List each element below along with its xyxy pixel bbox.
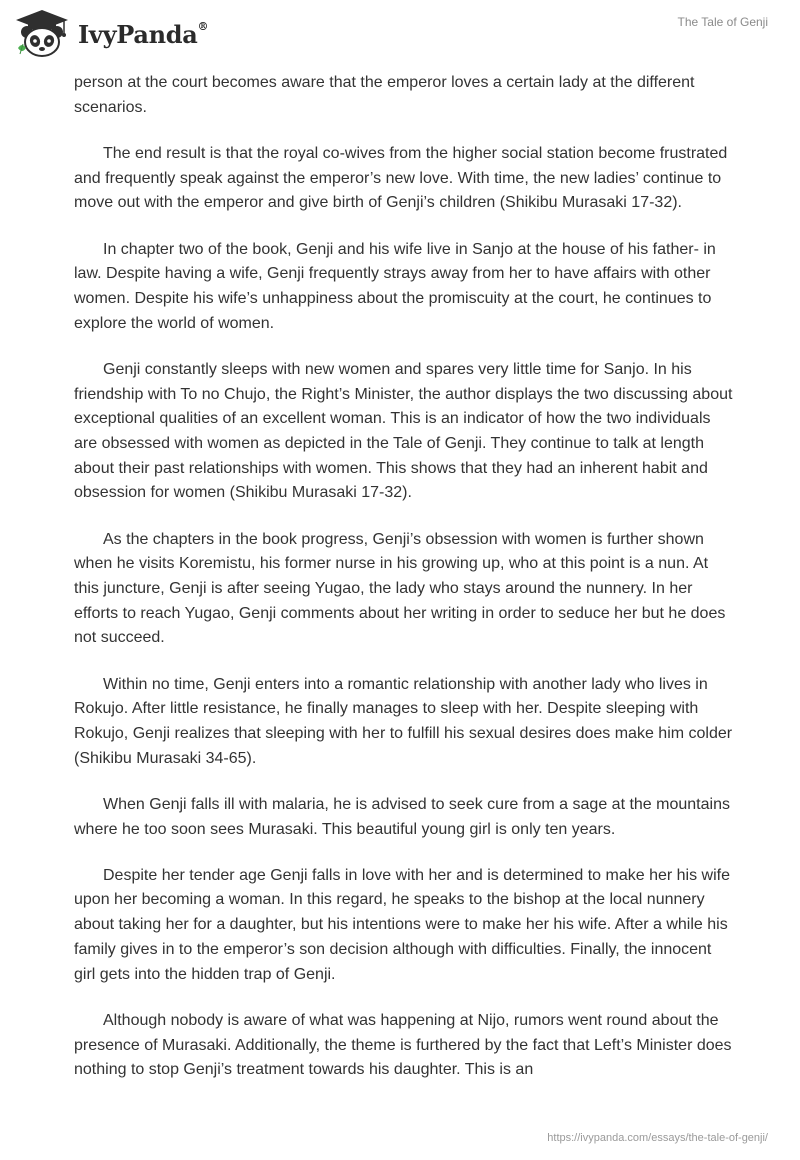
paragraph: Within no time, Genji enters into a romantic relationship with another lady who lives in Rokujo. After little resistance, he finally manages to sleep with her. Despite sleeping with Rokujo, Genji realizes that sleeping with her to fulfill his sexual desires does make him colder (Shikibu Murasaki 34-65). <box>74 675 733 767</box>
paragraph: As the chapters in the book progress, Genji’s obsession with women is further shown when he visits Koremistu, his former nurse in his growing up, who at this point is a nun. At this juncture, Genji is after seeing Yugao, the lady who stays around the nunnery. In her efforts to reach Yugao, Genji comments about her writing in order to seduce her but he does not succeed. <box>74 530 726 647</box>
ivypanda-logo[interactable] <box>14 8 208 60</box>
page-header <box>0 0 800 70</box>
paragraph: In chapter two of the book, Genji and his wife live in Sanjo at the house of his father- in law. Despite having a wife, Genji frequently strays away from her to have affairs with other women. Despite his wife’s unhappiness about the promiscuity at the court, he continues to explore the world of women. <box>74 240 716 332</box>
paragraph: Although nobody is aware of what was happening at Nijo, rumors went round about the presence of Murasaki. Additionally, the theme is furthered by the fact that Left’s Minister does nothing to stop Genji’s treatment towards his daughter. This is an <box>74 1011 732 1079</box>
brand-name: IvyPanda® <box>78 19 209 49</box>
source-url[interactable]: https://ivypanda.com/essays/the-tale-of-genji/ <box>547 1132 768 1144</box>
registered-mark: ® <box>197 19 209 33</box>
paragraph: Despite her tender age Genji falls in love with her and is determined to make her his wife upon her becoming a woman. In this regard, he speaks to the bishop at the local nunnery about taking her for a daughter, but his intentions were to make her his wife. After a while his family gives in to the emperor’s son decision although with difficulties. Finally, the innocent girl gets into the hidden trap of Genji. <box>74 866 730 983</box>
essay-body <box>74 71 734 1104</box>
document-title: The Tale of Genji <box>677 15 768 29</box>
paragraph: The end result is that the royal co-wives from the higher social station become frustrated and frequently speak against the emperor’s new love. With time, the new ladies’ continue to move out with the emperor and give birth of Genji’s children (Shikibu Murasaki 17-32). <box>74 144 728 212</box>
paragraph: person at the court becomes aware that the emperor loves a certain lady at the different scenarios. <box>74 74 695 116</box>
paragraph: Genji constantly sleeps with new women and spares very little time for Sanjo. In his friendship with To no Chujo, the Right’s Minister, the author displays the two discussing about exceptional qualities of an excellent woman. This is an indicator of how the two individuals are obsessed with women as depicted in the Tale of Genji. They continue to talk at length about their past relationships with women. This shows that they had an inherent habit and obsession for women (Shikibu Murasaki 17-32). <box>74 360 733 502</box>
panda-graduate-icon <box>14 8 70 60</box>
paragraph: When Genji falls ill with malaria, he is advised to seek cure from a sage at the mountains where he too soon sees Murasaki. This beautiful young girl is only ten years. <box>74 795 730 838</box>
